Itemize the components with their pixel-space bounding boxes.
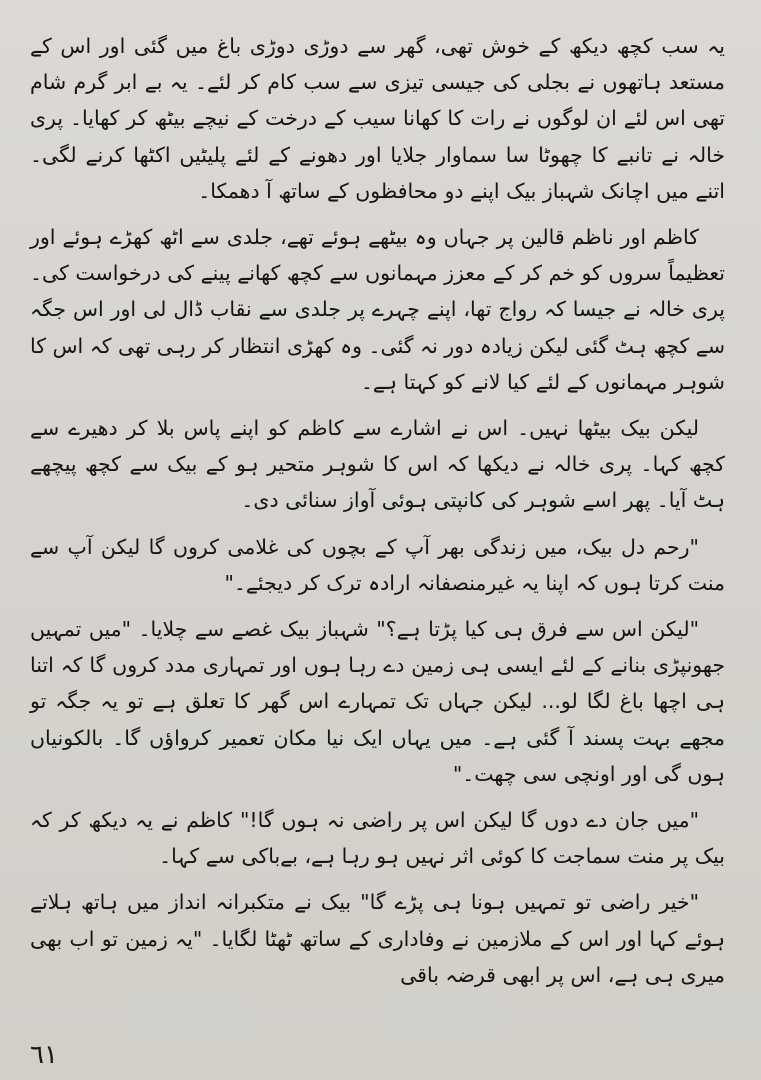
page-number: ٦١ [30,1040,58,1070]
paragraph-6: "میں جان دے دوں گا لیکن اس پر راضی نہ ہوں گا!" کاظم نے یہ دیکھ کر کہ بیک پر منت سماجت کا کوئی اثر نہیں ہو رہا ہے، بےباکی سے کہا۔ [30,808,725,869]
paragraph-7: "خیر راضی تو تمہیں ہونا ہی پڑے گا" بیک نے متکبرانہ انداز میں ہاتھ ہلاتے ہوئے کہا اور اس کے ملازمین نے وفاداری کے ساتھ ٹھٹا لگایا۔ "یہ زمین تو اب بھی میری ہی ہے، اس پر ابھی قرضہ باقی [30,890,725,987]
paragraph-2: کاظم اور ناظم قالین پر جہاں وہ بیٹھے ہوئے تھے، جلدی سے اٹھ کھڑے ہوئے اور تعظیماً سروں کو خم کر کے معزز مہمانوں سے کچھ کھانے پینے کی درخواست کی۔ پری خالہ نے جیسا کہ رواج تھا، اپنے چہرے پر جلدی سے نقاب ڈال لی اور اس جگہ سے کچھ ہٹ گئی لیکن زیادہ دور نہ گئی۔ وہ کھڑی انتظار کر رہی تھی کہ اس کا شوہر مہمانوں کے لئے کیا لانے کو کہتا ہے۔ [30,225,725,394]
paragraph-1: یہ سب کچھ دیکھ کے خوش تھی، گھر سے دوڑی دوڑی باغ میں گئی اور اس کے مستعد ہاتھوں نے بجلی کی جیسی تیزی سے سب کام کر لئے۔ یہ بے ابر گرم شام تھی اس لئے ان لوگوں نے رات کا کھانا سیب کے درخت کے نیچے بیٹھ کر کھایا۔ پری خالہ نے تانبے کا چھوٹا سا سماوار جلایا اور دھونے کے لئے پلیٹیں اکٹھا کرنے لگی۔ اتنے میں اچانک شہباز بیک اپنے دو محافظوں کے ساتھ آ دھمکا۔ [30,34,725,203]
paragraph-3: لیکن بیک بیٹھا نہیں۔ اس نے اشارے سے کاظم کو اپنے پاس بلا کر دھیرے سے کچھ کہا۔ پری خالہ نے دیکھا کہ اس کا شوہر متحیر ہو کے بیک سے کچھ پیچھے ہٹ آیا۔ پھر اسے شوہر کی کانپتی ہوئی آواز سنائی دی۔ [30,416,725,513]
paragraph-4: "رحم دل بیک، میں زندگی بھر آپ کے بچوں کی غلامی کروں گا لیکن آپ سے منت کرتا ہوں کہ اپنا یہ غیرمنصفانہ ارادہ ترک کر دیجئے۔" [30,534,725,595]
page-text [30,28,725,1003]
paragraph-5: "لیکن اس سے فرق ہی کیا پڑتا ہے؟" شہباز بیک غصے سے چلایا۔ "میں تمہیں جھونپڑی بنانے کے لئے ایسی ہی زمین دے رہا ہوں اور تمہاری مدد کروں گا کہ اتنا ہی اچھا باغ لگا لو... لیکن جہاں تک تمہارے اس گھر کا تعلق ہے تو یہ جگہ تو مجھے بہت پسند آ گئی ہے۔ میں یہاں ایک نیا مکان تعمیر کرواؤں گا۔ بالکونیاں ہوں گی اور اونچی سی چھت۔" [30,617,725,786]
